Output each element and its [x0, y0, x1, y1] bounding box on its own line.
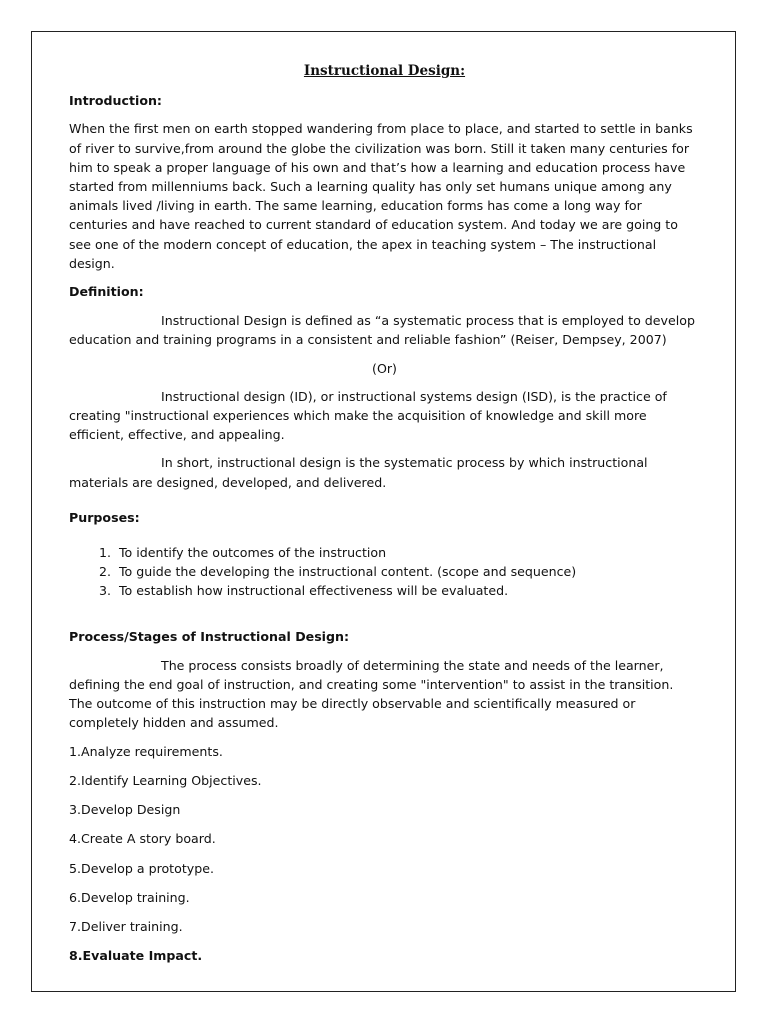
process-step: 8.Evaluate Impact.: [69, 948, 203, 964]
definition-heading: Definition:: [69, 284, 144, 300]
purpose-item: 1. To identify the outcomes of the instruction: [115, 543, 700, 562]
introduction-heading: Introduction:: [69, 93, 162, 109]
process-step: 2.Identify Learning Objectives.: [69, 772, 262, 788]
purposes-heading: Purposes:: [69, 509, 140, 525]
definition-paragraph-3: In short, instructional design is the systematic process by which instructional materials are designed, developed, and delivered.: [69, 455, 648, 490]
process-step: 5.Develop a prototype.: [69, 860, 214, 876]
process-step: 7.Deliver training.: [69, 918, 183, 934]
document-title: Instructional Design:: [303, 63, 466, 79]
process-text: The process consists broadly of determining the state and needs of the learner, defining the end goal of instruction, and creating some "intervention" to assist in the transition. The outcome of this instruction may be directly observable and scientifically measured or completely hidden and assumed.: [69, 657, 674, 731]
or-separator: (Or): [372, 360, 397, 376]
purposes-list: [69, 543, 700, 601]
introduction-text: When the first men on earth stopped wandering from place to place, and started to settle in banks of river to survive,from around the globe the civilization was born. Still it taken many centuries for him to speak a proper language of his own and that’s how a learning and education process have started from millenniums back. Such a learning quality has only set humans unique among any animals lived /living in earth. The same learning, education forms has come a long way for centuries and have reached to current standard of education system. And today we are going to see one of the modern concept of education, the apex in teaching system – The instructional design.: [69, 121, 693, 271]
process-step: 6.Develop training.: [69, 889, 190, 905]
definition-paragraph-2: Instructional design (ID), or instructional systems design (ISD), is the practice of creating "instructional experiences which make the acquisition of knowledge and skill more efficient, effective, and appealing.: [69, 388, 667, 443]
process-step: 3.Develop Design: [69, 802, 181, 818]
document-body: [69, 62, 700, 965]
process-step: 1.Analyze requirements.: [69, 743, 223, 759]
definition-paragraph-1: Instructional Design is defined as “a systematic process that is employed to develop education and training programs in a consistent and reliable fashion” (Reiser, Dempsey, 2007): [69, 313, 695, 348]
process-heading: Process/Stages of Instructional Design:: [69, 628, 350, 644]
purpose-item: 2. To guide the developing the instructional content. (scope and sequence): [115, 562, 700, 581]
process-step: 4.Create A story board.: [69, 831, 216, 847]
purpose-item: 3. To establish how instructional effectiveness will be evaluated.: [115, 581, 700, 600]
